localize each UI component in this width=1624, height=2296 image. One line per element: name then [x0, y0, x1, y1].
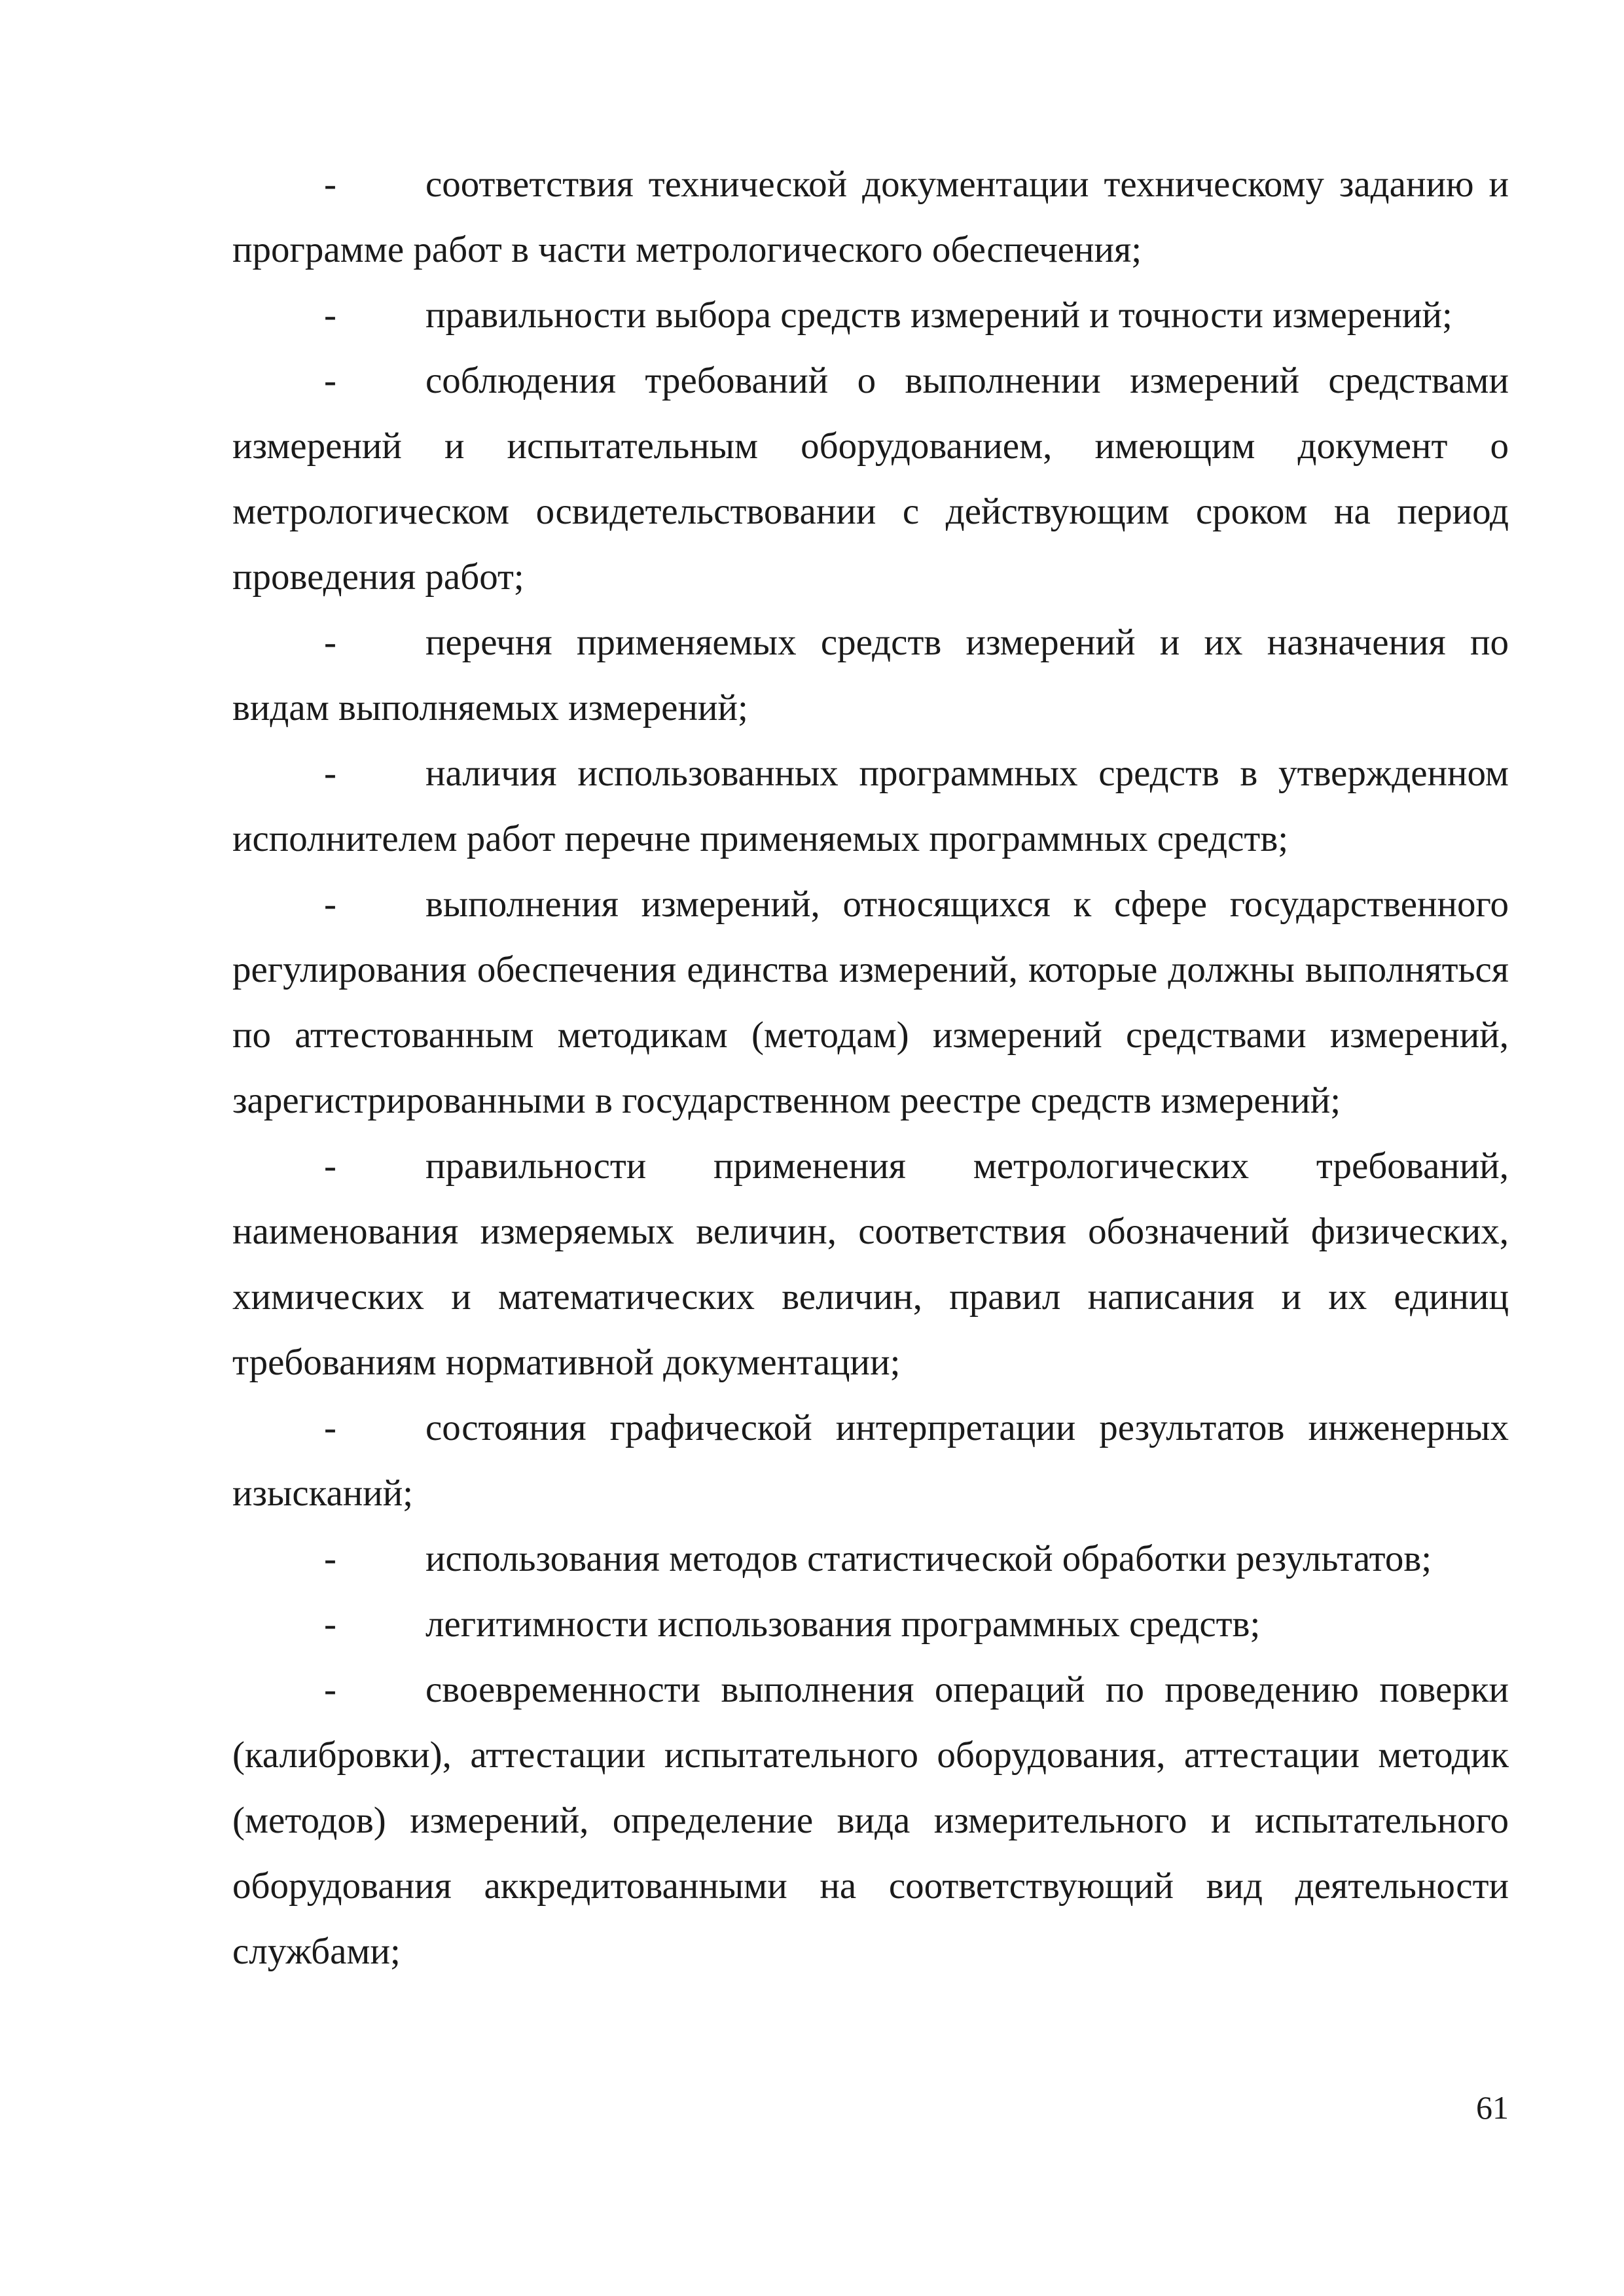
list-item-text: легитимности использования программных средств; — [425, 1604, 1261, 1645]
list-marker: - — [324, 1145, 336, 1187]
list-item — [232, 1657, 1509, 1984]
list-item-text: состояния графической интерпретации результатов инженерных изысканий; — [232, 1407, 1509, 1514]
list-item-text: соблюдения требований о выполнении измерений средствами измерений и испытательным оборудованием, имеющим документ о метрологическом освидетельствовании с действующим сроком на период проведения работ; — [232, 360, 1509, 598]
list-marker: - — [324, 884, 336, 925]
list-marker: - — [324, 164, 336, 205]
list-marker: - — [324, 295, 336, 336]
list-item-text: использования методов статистической обработки результатов; — [425, 1538, 1432, 1579]
list-item — [232, 283, 1509, 348]
list-item-text: правильности применения метрологических требований, наименования измеряемых величин, соответствия обозначений физических, химических и математических величин, правил написания и их единиц требованиям нормативной документации; — [232, 1145, 1509, 1383]
list-item — [232, 152, 1509, 283]
list-item — [232, 610, 1509, 741]
list-item-text: своевременности выполнения операций по проведению поверки (калибровки), аттестации испытательного оборудования, аттестации методик (методов) измерений, определение вида измерительного и испытательного оборудования аккредитованными на соответствующий вид деятельности службами; — [232, 1669, 1509, 1972]
list-item — [232, 1526, 1509, 1592]
list-item — [232, 1395, 1509, 1526]
list-marker: - — [324, 622, 336, 663]
list-item-text: правильности выбора средств измерений и точности измерений; — [425, 295, 1453, 336]
list-item-text: соответствия технической документации техническому заданию и программе работ в части метрологического обеспечения; — [232, 164, 1509, 270]
list-body — [232, 152, 1509, 1984]
list-item-text: выполнения измерений, относящихся к сфере государственного регулирования обеспечения единства измерений, которые должны выполняться по аттестованным методикам (методам) измерений средствами измерений, зарегистрированными в государственном реестре средств измерений; — [232, 884, 1509, 1121]
list-item — [232, 1134, 1509, 1395]
list-item-text: наличия использованных программных средств в утвержденном исполнителем работ перечне применяемых программных средств; — [232, 753, 1509, 859]
list-marker: - — [324, 1604, 336, 1645]
list-marker: - — [324, 753, 336, 794]
list-marker: - — [324, 1669, 336, 1710]
list-item-text: перечня применяемых средств измерений и их назначения по видам выполняемых измерений; — [232, 622, 1509, 728]
list-item — [232, 741, 1509, 872]
list-item — [232, 348, 1509, 610]
list-item — [232, 872, 1509, 1134]
page-number: 61 — [1476, 2089, 1509, 2126]
list-marker: - — [324, 1538, 336, 1579]
list-marker: - — [324, 1407, 336, 1448]
list-marker: - — [324, 360, 336, 401]
list-item — [232, 1592, 1509, 1657]
